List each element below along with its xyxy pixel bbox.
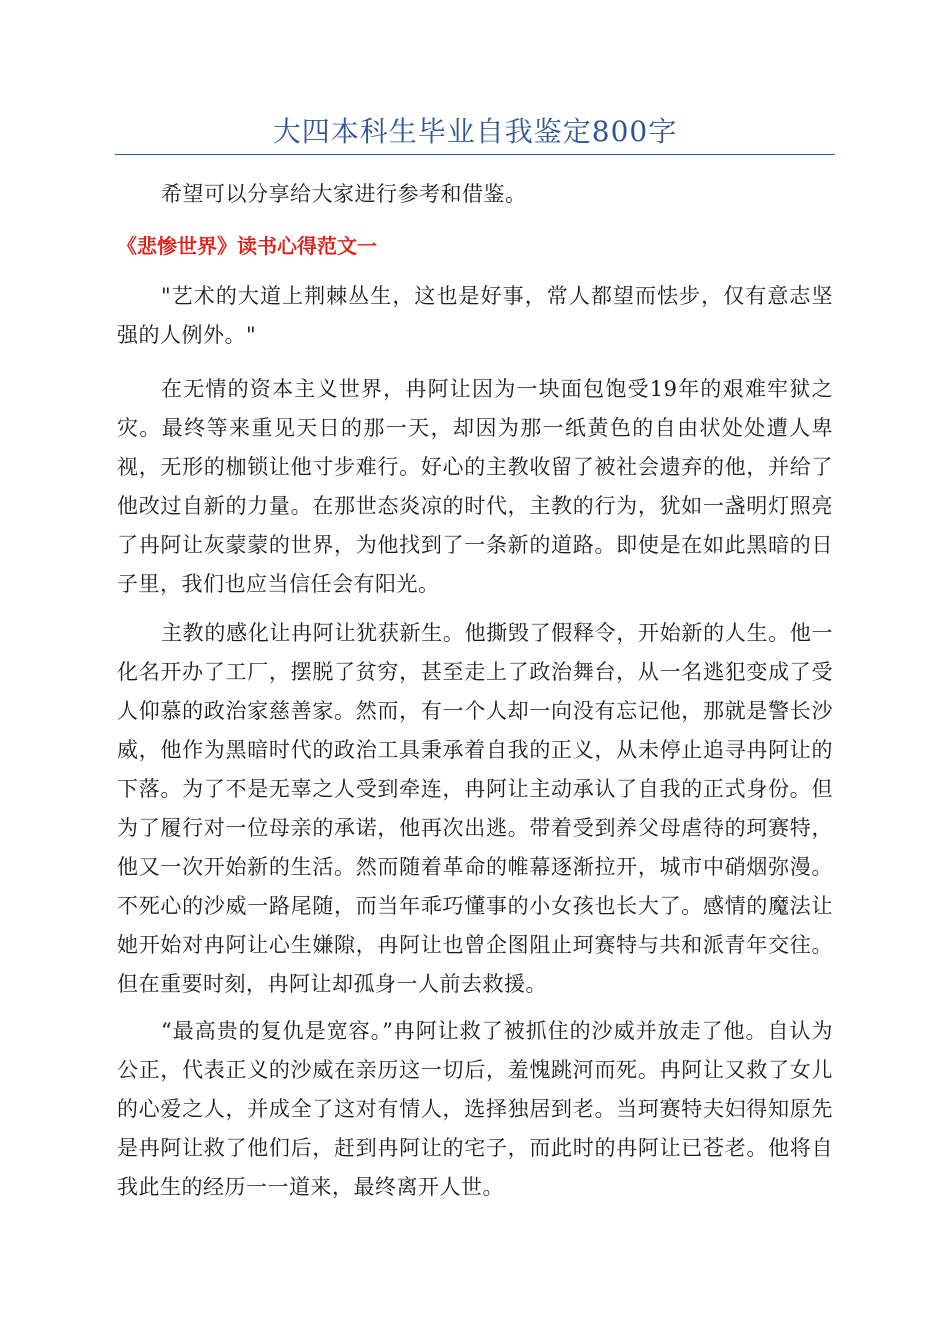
section-heading: 《悲惨世界》读书心得范文一 [117, 234, 377, 258]
title-divider [115, 154, 835, 155]
body-paragraph: 主教的感化让冉阿让犹获新生。他撕毁了假释令，开始新的人生。他一化名开办了工厂，摆脱了贫穷，甚至走上了政治舞台，从一名逃犯变成了受人仰慕的政治家慈善家。然而，有一个人却一向没有忘记他，那就是警长沙威，他作为黑暗时代的政治工具秉承着自我的正义，从未停止追寻冉阿让的下落。为了不是无辜之人受到牵连，冉阿让主动承认了自我的正式身份。但为了履行对一位母亲的承诺，他再次出逃。带着受到养父母虐待的珂赛特，他又一次开始新的生活。然而随着革命的帷幕逐渐拉开，城市中硝烟弥漫。不死心的沙威一路尾随，而当年乖巧懂事的小女孩也长大了。感情的魔法让她开始对冉阿让心生嫌隙，冉阿让也曾企图阻止珂赛特与共和派青年交往。但在重要时刻，冉阿让却孤身一人前去救援。 [117, 621, 833, 996]
intro-paragraph: 希望可以分享给大家进行参考和借鉴。 [161, 182, 527, 206]
quote-paragraph: "艺术的大道上荆棘丛生，这也是好事，常人都望而怯步，仅有意志坚强的人例外。" [117, 284, 833, 347]
body-paragraph: “最高贵的复仇是宽容。”冉阿让救了被抓住的沙威并放走了他。自认为公正，代表正义的沙威在亲历这一切后，羞愧跳河而死。冉阿让又救了女儿的心爱之人，并成全了这对有情人，选择独居到老。当珂赛特夫妇得知原先是冉阿让救了他们后，赶到冉阿让的宅子，而此时的冉阿让已苍老。他将自我此生的经历一一道来，最终离开人世。 [117, 1019, 833, 1199]
page-title: 大四本科生毕业自我鉴定800字 [272, 115, 678, 148]
body-paragraph: 在无情的资本主义世界，冉阿让因为一块面包饱受19年的艰难牢狱之灾。最终等来重见天日的那一天，却因为那一纸黄色的自由状处处遭人卑视，无形的枷锁让他寸步难行。好心的主教收留了被社会遗弃的他，并给了他改过自新的力量。在那世态炎凉的时代，主教的行为，犹如一盏明灯照亮了冉阿让灰蒙蒙的世界，为他找到了一条新的道路。即使是在如此黑暗的日子里，我们也应当信任会有阳光。 [117, 377, 833, 596]
